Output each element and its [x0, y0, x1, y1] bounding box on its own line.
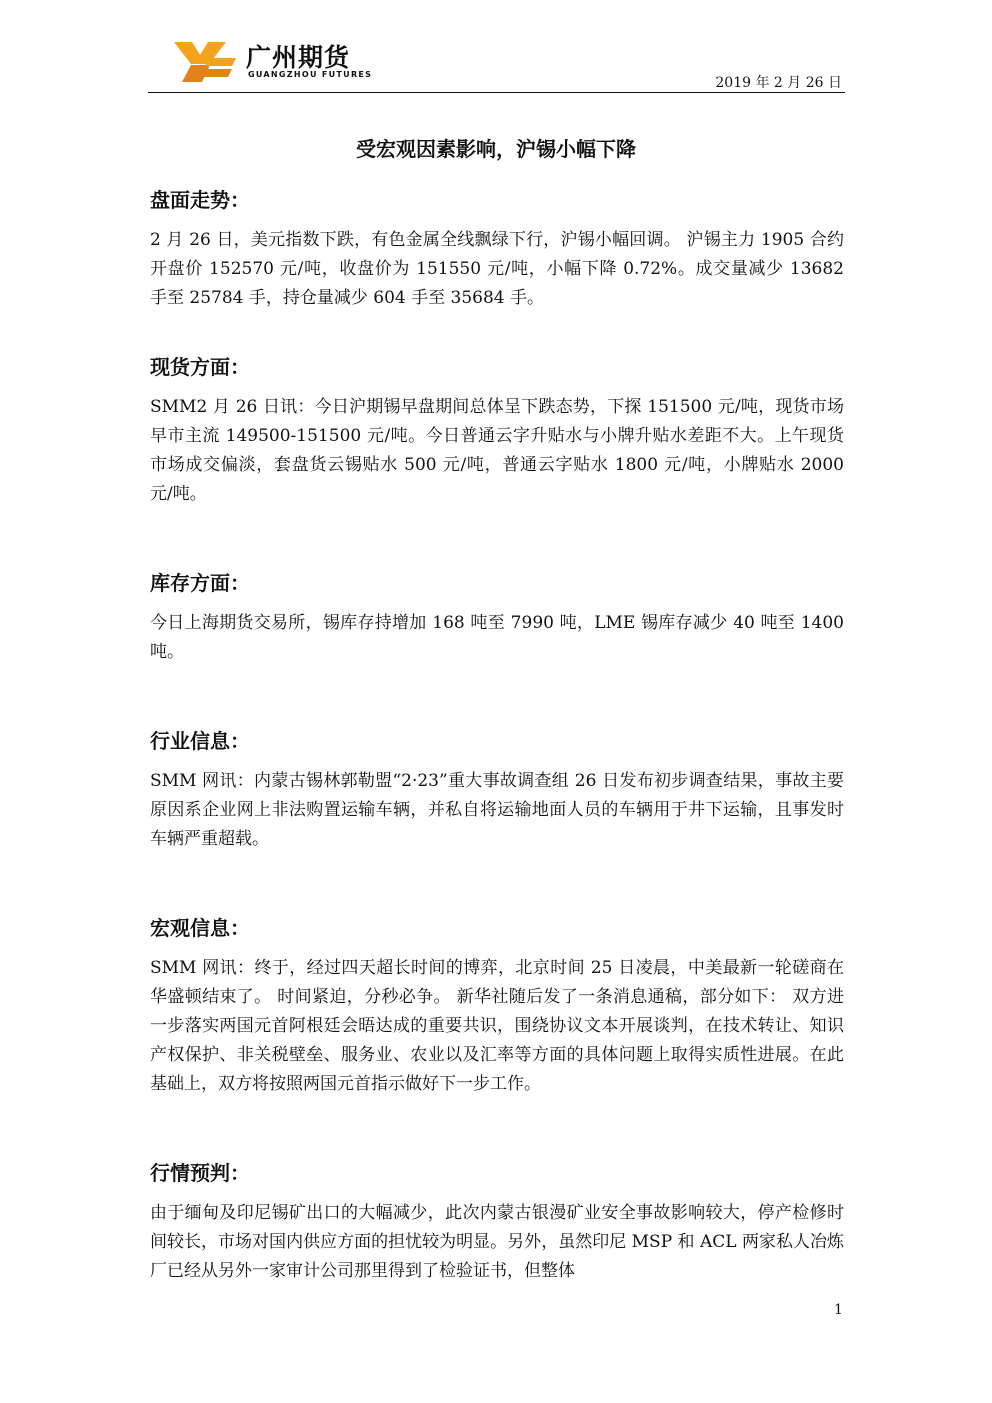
section-heading: 现货方面：: [150, 355, 250, 379]
gzf-logo-icon: [172, 40, 238, 84]
logo-english-name: GUANGZHOU FUTURES: [248, 70, 373, 79]
section-heading: 宏观信息：: [150, 916, 250, 940]
section-outlook: [150, 1153, 844, 1286]
logo-chinese-name: 广州期货: [246, 43, 351, 72]
section-paragraph: 今日上海期货交易所，锡库存持增加 168 吨至 7990 吨，LME 锡库存减少 40 吨至 1400 吨。: [150, 613, 844, 662]
page-title: 受宏观因素影响，沪锡小幅下降: [356, 137, 636, 161]
section-spot: [150, 347, 844, 509]
section-paragraph: SMM 网讯：内蒙古锡林郭勒盟“2·23”重大事故调查组 26 日发布初步调查结果，事故主要原因系企业网上非法购置运输车辆，并私自将运输地面人员的车辆用于井下运输，且事发时车辆严重超载。: [150, 771, 844, 849]
company-logo: [172, 40, 392, 84]
report-body: [150, 180, 844, 1286]
section-heading: 库存方面：: [150, 571, 250, 595]
header-divider: [148, 92, 845, 93]
section-heading: 行业信息：: [150, 729, 250, 753]
section-market-trend: [150, 180, 844, 313]
section-inventory: [150, 563, 844, 667]
section-macro: [150, 908, 844, 1099]
section-paragraph: 2 月 26 日，美元指数下跌，有色金属全线飘绿下行，沪锡小幅回调。 沪锡主力 1905 合约开盘价 152570 元/吨，收盘价为 151550 元/吨，小幅下降 0.72%。成交量减少 13682 手至 25784 手，持仓量减少 604 手至 35684 手。: [150, 230, 844, 308]
section-paragraph: SMM2 月 26 日讯：今日沪期锡早盘期间总体呈下跌态势，下探 151500 元/吨，现货市场早市主流 149500-151500 元/吨。今日普通云字升贴水与小牌升贴水差距不大。上午现货市场成交偏淡，套盘货云锡贴水 500 元/吨，普通云字贴水 1800 元/吨，小牌贴水 2000 元/吨。: [150, 397, 844, 504]
section-paragraph: 由于缅甸及印尼锡矿出口的大幅减少，此次内蒙古银漫矿业安全事故影响较大，停产检修时间较长，市场对国内供应方面的担忧较为明显。另外，虽然印尼 MSP 和 ACL 两家私人冶炼厂已经从另外一家审计公司那里得到了检验证书，但整体: [150, 1203, 844, 1281]
section-heading: 盘面走势：: [150, 188, 250, 212]
page-number: 1: [834, 1302, 843, 1318]
section-industry: [150, 721, 844, 854]
section-paragraph: SMM 网讯：终于，经过四天超长时间的博弈，北京时间 25 日凌晨，中美最新一轮磋商在华盛顿结束了。 时间紧迫，分秒必争。 新华社随后发了一条消息通稿，部分如下： 双方进一步落实两国元首阿根廷会晤达成的重要共识，围绕协议文本开展谈判，在技术转让、知识产权保护、非关税壁垒、服务业、农业以及汇率等方面的具体问题上取得实质性进展。在此基础上，双方将按照两国元首指示做好下一步工作。: [150, 958, 844, 1094]
section-heading: 行情预判：: [150, 1161, 250, 1185]
report-date: 2019 年 2 月 26 日: [715, 75, 842, 91]
